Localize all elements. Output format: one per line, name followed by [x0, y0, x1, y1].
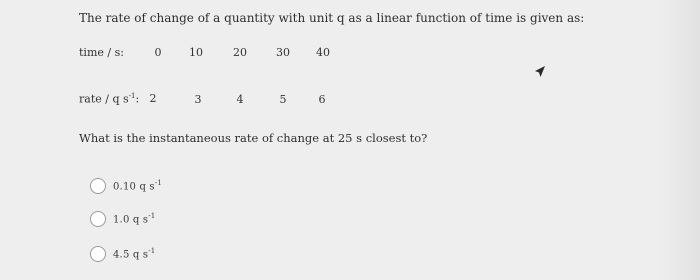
time-value: 20 — [233, 46, 247, 59]
mouse-pointer-icon — [534, 65, 546, 79]
radio-button-icon[interactable] — [90, 178, 106, 194]
rate-value: 2 — [149, 92, 157, 105]
time-value: 30 — [276, 46, 290, 59]
time-row-label: time / s: — [79, 46, 124, 59]
rate-row-label: rate / q $s^{-1}$: — [79, 92, 140, 106]
question-intro: The rate of change of a quantity with unit q as a linear function of time is given as: — [79, 11, 585, 25]
answer-option-label: 4.5 q $s^{-1}$ — [113, 247, 156, 261]
question-prompt: What is the instantaneous rate of change at 25 s closest to? — [79, 131, 428, 145]
time-value: 40 — [316, 46, 330, 59]
answer-option-2[interactable] — [90, 210, 155, 228]
answer-option-label: 0.10 q $s^{-1}$ — [113, 179, 162, 193]
answer-option-1[interactable] — [90, 177, 162, 195]
rate-value: 5 — [279, 93, 287, 106]
time-value: 10 — [189, 46, 203, 59]
rate-value: 6 — [318, 93, 326, 106]
rate-value: 4 — [236, 93, 244, 106]
radio-button-icon[interactable] — [90, 246, 106, 262]
answer-option-3[interactable] — [90, 245, 155, 263]
time-value: 0 — [154, 46, 162, 59]
radio-button-icon[interactable] — [90, 211, 106, 227]
answer-option-label: 1.0 q $s^{-1}$ — [113, 212, 156, 226]
rate-value: 3 — [194, 93, 202, 106]
